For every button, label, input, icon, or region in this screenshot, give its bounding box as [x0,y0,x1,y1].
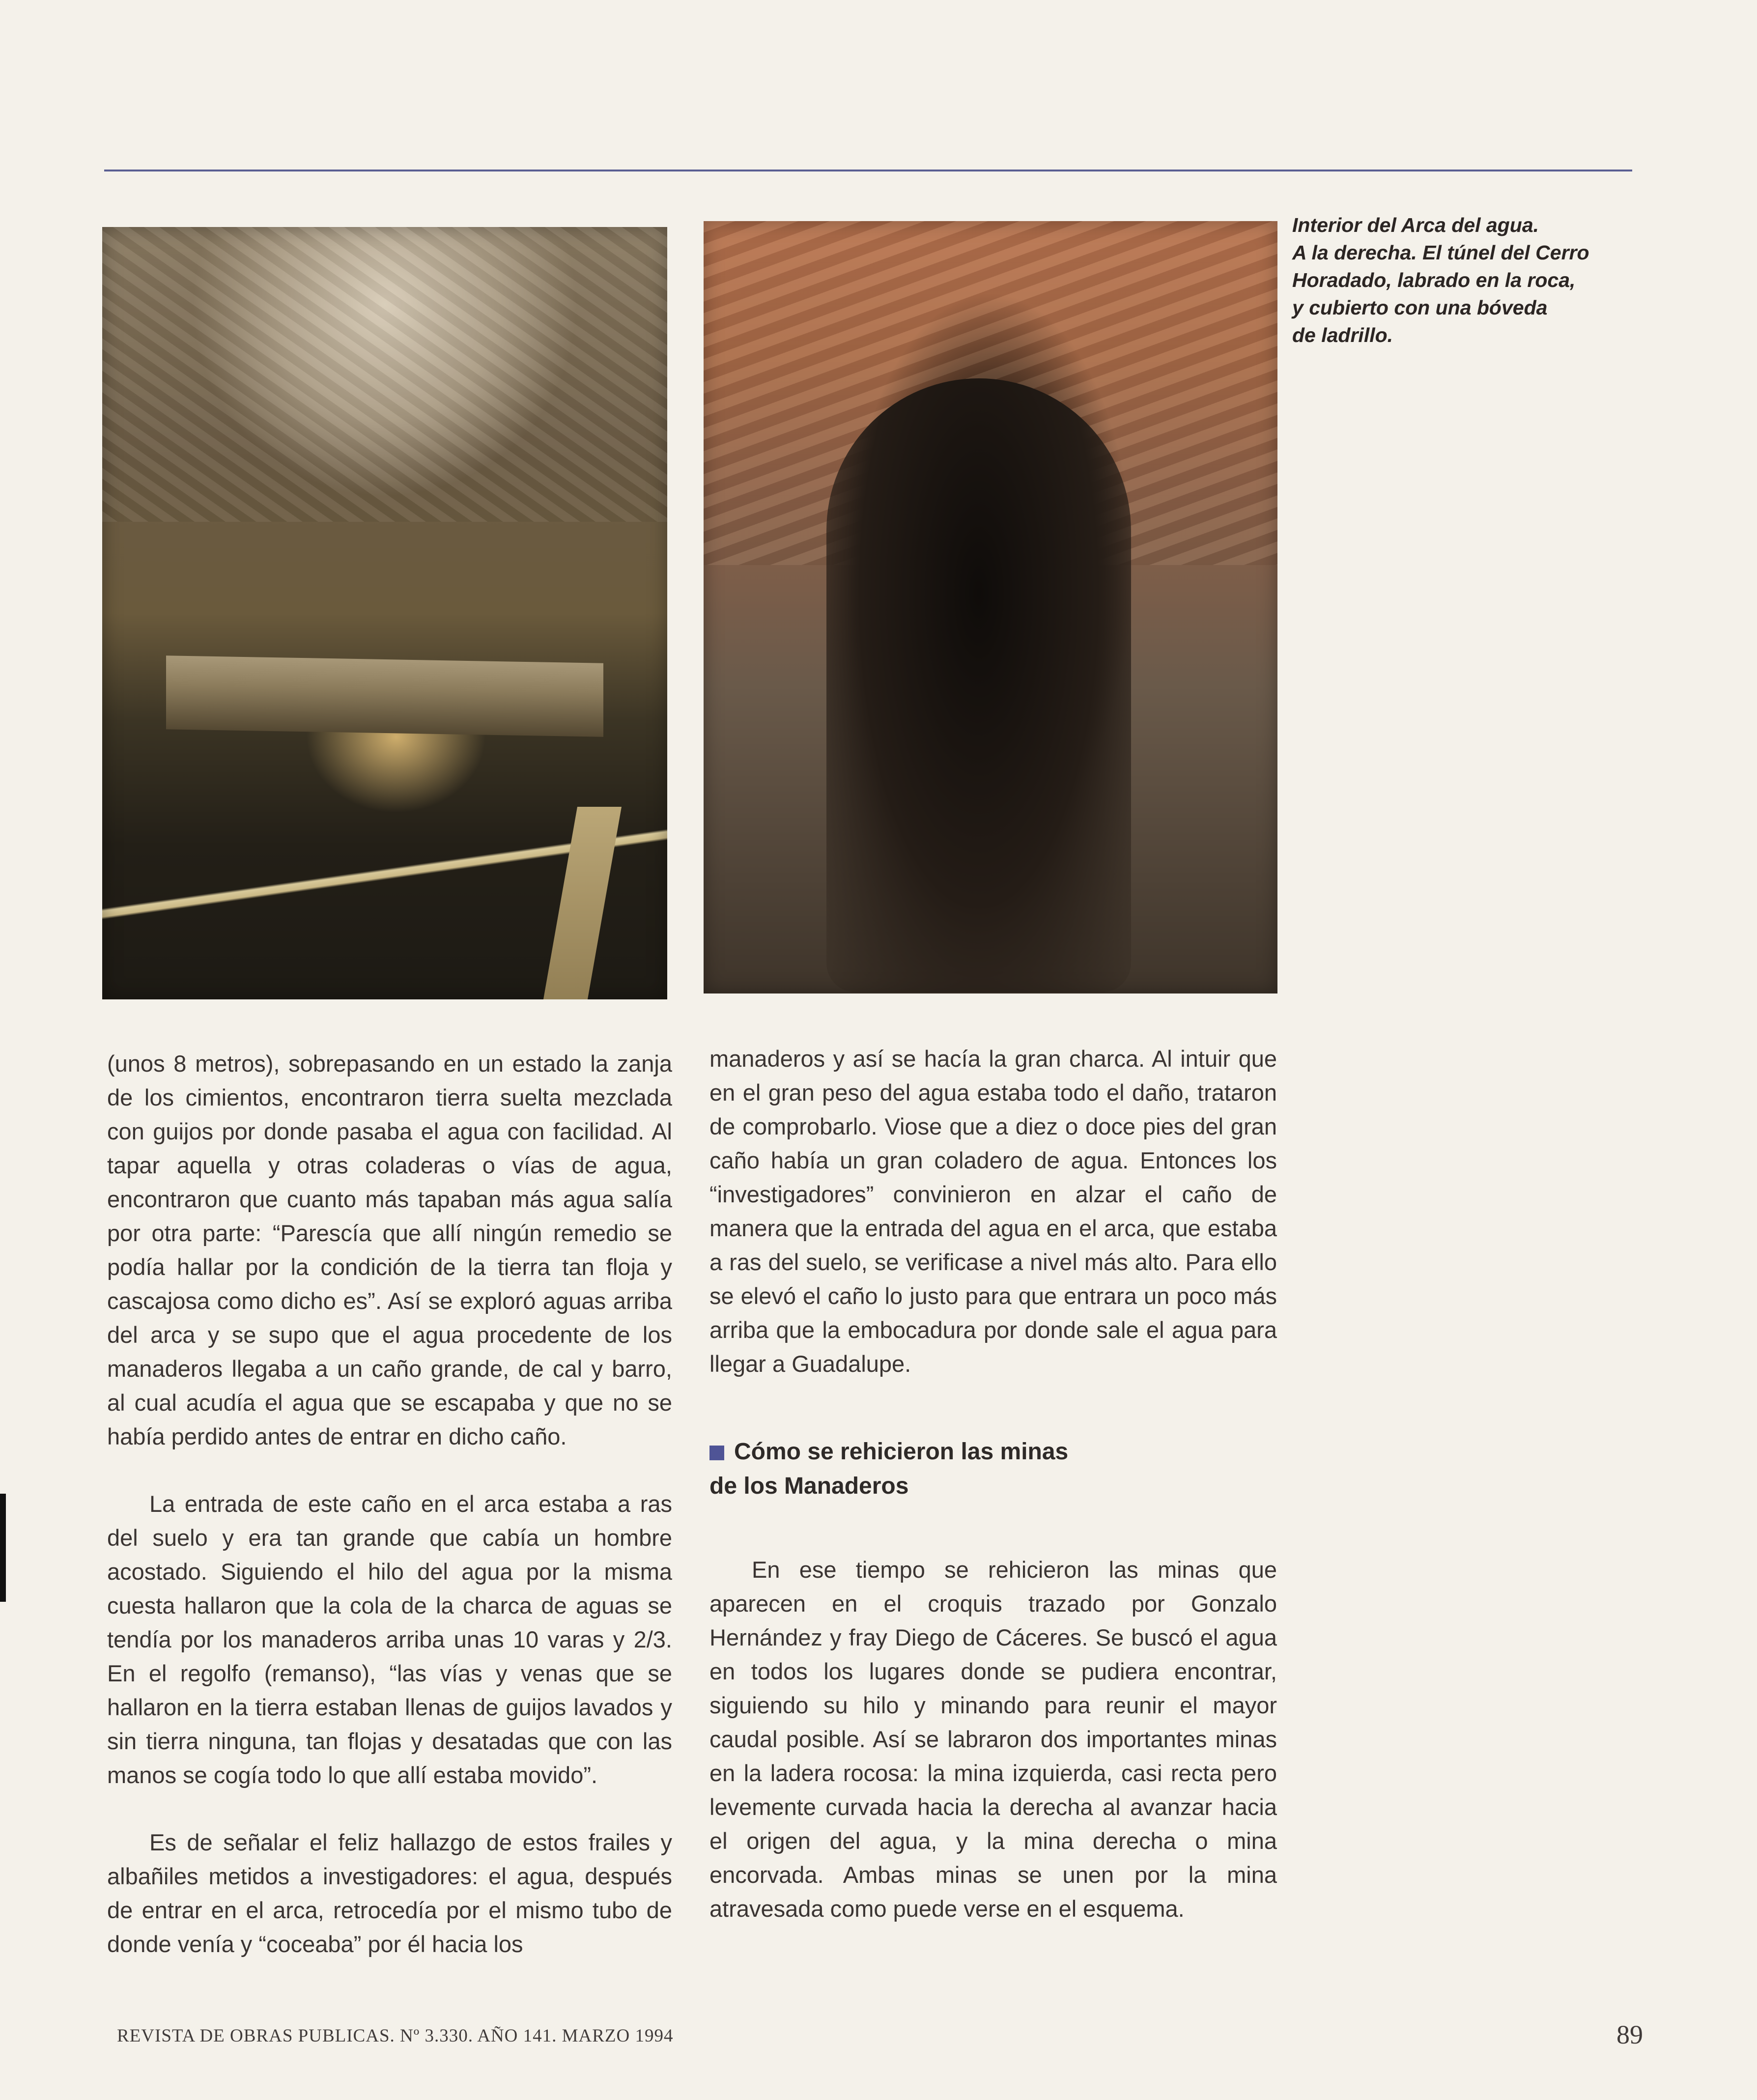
caption-line: Horadado, labrado en la roca, [1292,269,1576,291]
caption-line: Interior del Arca del agua. [1292,214,1539,236]
body-paragraph: En ese tiempo se rehicieron las minas que aparecen en el croquis trazado por Gonzalo Hernández y fray Diego de Cáceres. Se buscó el agua en todos los lugares donde se pudiera encontrar, siguiendo su hilo y minando para reunir el mayor caudal posible. Así se labraron dos importantes minas en la ladera rocosa: la mina izquierda, casi recta pero levemente curvada hacia la derecha al avanzar hacia el origen del agua, y la mina derecha o mina encorvada. Ambas minas se unen por la mina atravesada como puede verse en el esquema. [709,1557,1277,1922]
section-heading [709,1435,1277,1504]
right-column [709,1042,1277,1926]
header-rule [104,170,1632,171]
photo-arca-interior [102,227,667,999]
body-paragraph: La entrada de este caño en el arca estaba a ras del suelo y era tan grande que cabía un hombre acostado. Siguiendo el hilo del agua por la misma cuesta hallaron que la cola de la charca de aguas se tendía por los manaderos arriba unas 10 varas y 2/3. En el regolfo (remanso), “las vías y venas que se hallaron en la tierra estaban llenas de guijos lavados y sin tierra ninguna, tan flojas y desatadas que con las manos se cogía todo lo que allí estaba movido”. [107,1491,672,1788]
heading-bullet-icon [709,1446,724,1460]
section-heading-line-2: de los Manaderos [709,1473,909,1499]
photo-stone-ledge [166,655,603,737]
caption-line: y cubierto con una bóveda [1292,296,1548,319]
photo-vault-texture [102,227,667,522]
left-column [107,1047,672,1961]
photo-water-channel [541,807,622,999]
caption-line: de ladrillo. [1292,324,1393,346]
scan-binding-mark [0,1494,6,1602]
journal-footer: REVISTA DE OBRAS PUBLICAS. Nº 3.330. AÑO 141. MARZO 1994 [117,2026,674,2046]
body-paragraph: (unos 8 metros), sobrepasando en un estado la zanja de los cimientos, encontraron tierra suelta mezclada con guijos por donde pasaba el agua con facilidad. Al tapar aquella y otras coladeras o vías de agua, encontraron que cuanto más tapaban más agua salía por otra parte: “Parescía que allí ningún remedio se podía hallar por la condición de la tierra tan floja y cascajosa como dicho es”. Así se exploró aguas arriba del arca y se supo que el agua procedente de los manaderos llegaba a un caño grande, de cal y barro, al cual acudía el agua que se escapaba y que no se había perdido antes de entrar en dicho caño. [107,1050,672,1449]
photo-tunnel-opening [826,378,1131,993]
photo-tunnel-cerro-horadado [704,221,1277,993]
body-paragraph: Es de señalar el feliz hallazgo de estos frailes y albañiles metidos a investigadores: el agua, después de entrar en el arca, retrocedía por el mismo tubo de donde venía y “coceaba” por él hacia los [107,1829,672,1957]
caption-line: A la derecha. El túnel del Cerro [1292,241,1589,264]
section-heading-line-1: Cómo se rehicieron las minas [734,1439,1069,1465]
page-number: 89 [1616,2020,1643,2049]
photo-caption [1292,211,1631,349]
body-paragraph: manaderos y así se hacía la gran charca. Al intuir que en el gran peso del agua estaba todo el daño, trataron de comprobarlo. Viose que a diez o doce pies del gran caño había un gran coladero de agua. Entonces los “investigadores” convinieron en alzar el caño de manera que la entrada del agua en el arca, que estaba a ras del suelo, se verificase a nivel más alto. Para ello se elevó el caño lo justo para que entrara un poco más arriba que la embocadura por donde sale el agua para llegar a Guadalupe. [709,1046,1277,1377]
